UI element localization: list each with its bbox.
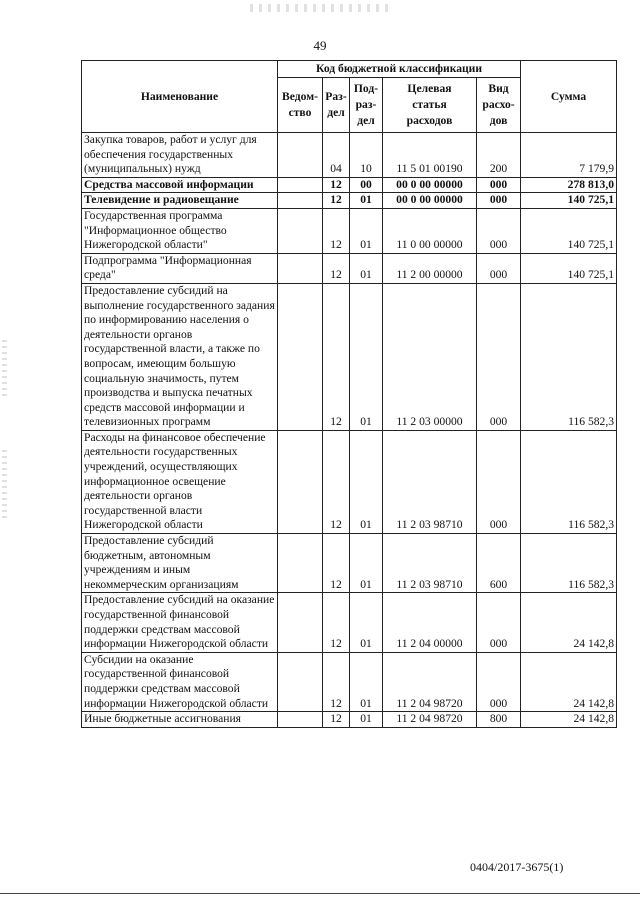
cell-dept [278,208,323,253]
cell-sum: 140 725,1 [521,253,617,283]
cell-subsection: 01 [350,712,383,728]
cell-target: 11 2 04 98720 [383,652,477,711]
cell-name: Государственная программа "Информационное общество Нижегородской области" [82,208,278,253]
cell-subsection: 01 [350,593,383,652]
cell-section: 12 [323,208,350,253]
cell-dept [278,177,323,193]
column-header-type: Вид расхо- дов [477,78,521,133]
cell-type: 000 [477,177,521,193]
cell-dept [278,133,323,178]
cell-subsection: 01 [350,193,383,209]
cell-dept [278,712,323,728]
document-code: 0404/2017-3675(1) [470,860,564,874]
cell-type: 800 [477,712,521,728]
cell-target: 11 2 03 98710 [383,430,477,533]
cell-section: 12 [323,593,350,652]
scan-artifact-left [2,340,7,400]
cell-name: Предоставление субсидий бюджетным, автономным учреждениям и иным некоммерческим организациям [82,534,278,593]
cell-name: Иные бюджетные ассигнования [82,712,278,728]
table-body [82,133,617,728]
cell-sum: 116 582,3 [521,430,617,533]
cell-name: Телевидение и радиовещание [82,193,278,209]
column-header-sum: Сумма [521,61,617,133]
cell-target: 11 2 04 98720 [383,712,477,728]
cell-section: 12 [323,193,350,209]
cell-sum: 7 179,9 [521,133,617,178]
budget-table [81,60,617,728]
cell-subsection: 01 [350,283,383,430]
cell-subsection: 01 [350,534,383,593]
cell-subsection: 01 [350,430,383,533]
cell-sum: 116 582,3 [521,283,617,430]
cell-type: 000 [477,253,521,283]
cell-target: 11 2 03 98710 [383,534,477,593]
cell-type: 000 [477,193,521,209]
cell-name: Закупка товаров, работ и услуг для обеспечения государственных (муниципальных) нужд [82,133,278,178]
cell-type: 000 [477,593,521,652]
column-header-section: Раз- дел [323,78,350,133]
cell-section: 12 [323,430,350,533]
cell-subsection: 10 [350,133,383,178]
cell-name: Подпрограмма "Информационная среда" [82,253,278,283]
cell-target: 00 0 00 00000 [383,193,477,209]
cell-subsection: 01 [350,208,383,253]
cell-sum: 24 142,8 [521,652,617,711]
cell-type: 600 [477,534,521,593]
column-header-subsection: Под- раз- дел [350,78,383,133]
cell-name: Средства массовой информации [82,177,278,193]
table-row [82,133,617,178]
cell-target: 11 2 03 00000 [383,283,477,430]
page-number: 49 [313,38,327,53]
table-row [82,430,617,533]
cell-sum: 116 582,3 [521,534,617,593]
scan-artifact [250,4,390,12]
cell-sum: 140 725,1 [521,193,617,209]
cell-sum: 140 725,1 [521,208,617,253]
cell-section: 12 [323,712,350,728]
cell-dept [278,430,323,533]
table-row [82,193,617,209]
cell-target: 11 0 00 00000 [383,208,477,253]
cell-subsection: 01 [350,652,383,711]
table-row [82,253,617,283]
table-row [82,177,617,193]
table-row [82,208,617,253]
table-row [82,652,617,711]
scan-artifact-left [2,450,7,520]
cell-section: 12 [323,253,350,283]
bottom-rule [0,893,640,894]
column-group-header: Код бюджетной классификации [278,61,521,78]
cell-section: 12 [323,534,350,593]
table-row [82,534,617,593]
cell-name: Субсидии на оказание государственной финансовой поддержки средствам массовой информации Нижегородской области [82,652,278,711]
cell-dept [278,283,323,430]
cell-name: Предоставление субсидий на оказание государственной финансовой поддержки средствам массовой информации Нижегородской области [82,593,278,652]
cell-section: 12 [323,652,350,711]
cell-target: 11 5 01 00190 [383,133,477,178]
cell-section: 12 [323,283,350,430]
table-row [82,593,617,652]
cell-target: 11 2 00 00000 [383,253,477,283]
cell-sum: 24 142,8 [521,593,617,652]
column-header-dept: Ведом- ство [278,78,323,133]
cell-section: 12 [323,177,350,193]
column-header-target: Целевая статья расходов [383,78,477,133]
cell-name: Предоставление субсидий на выполнение государственного задания по информированию населения о деятельности органов государственной власти, а также по вопросам, имеющим большую социальную значимость, путем производства и выпуска печатных средств массовой информации и телевизионных программ [82,283,278,430]
cell-section: 04 [323,133,350,178]
cell-target: 00 0 00 00000 [383,177,477,193]
cell-target: 11 2 04 00000 [383,593,477,652]
cell-dept [278,193,323,209]
cell-type: 000 [477,430,521,533]
cell-type: 000 [477,652,521,711]
cell-subsection: 00 [350,177,383,193]
table-row [82,283,617,430]
cell-subsection: 01 [350,253,383,283]
cell-dept [278,593,323,652]
cell-dept [278,652,323,711]
cell-dept [278,253,323,283]
cell-sum: 24 142,8 [521,712,617,728]
table-row [82,712,617,728]
cell-type: 000 [477,283,521,430]
column-header-name: Наименование [82,61,278,133]
cell-dept [278,534,323,593]
cell-type: 000 [477,208,521,253]
cell-name: Расходы на финансовое обеспечение деятельности государственных учреждений, осуществляющих информационное освещение деятельности органов государственной власти Нижегородской области [82,430,278,533]
cell-sum: 278 813,0 [521,177,617,193]
cell-type: 200 [477,133,521,178]
